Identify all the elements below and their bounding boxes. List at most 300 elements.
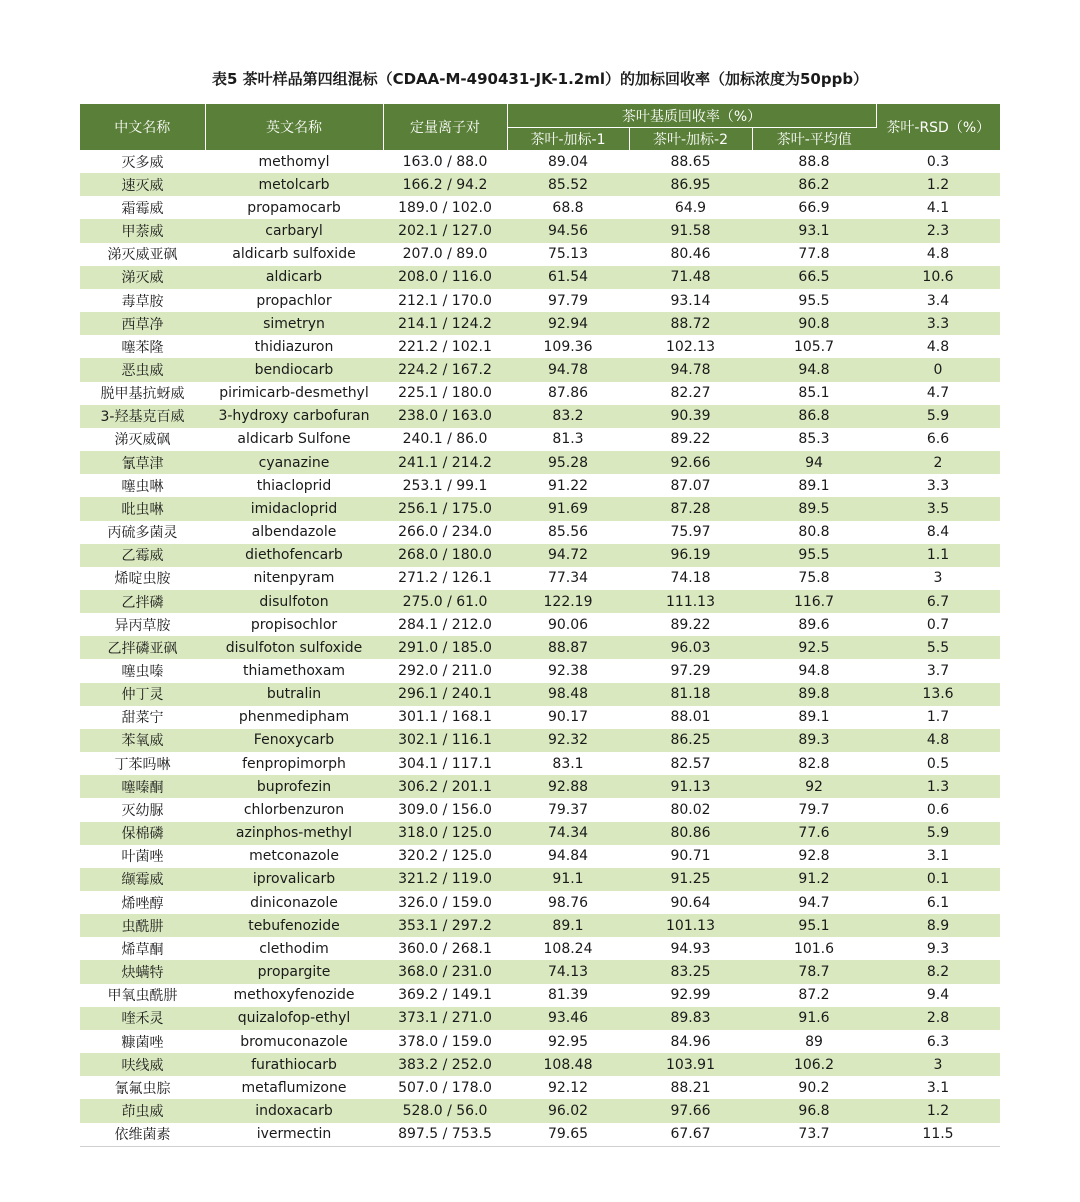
ion-pair-cell: 304.1 / 117.1 <box>383 752 507 775</box>
cn-name-cell: 西草净 <box>80 312 205 335</box>
spike-2-cell: 101.13 <box>629 914 752 937</box>
cn-name-cell: 乙拌磷 <box>80 590 205 613</box>
ion-pair-cell: 212.1 / 170.0 <box>383 289 507 312</box>
rsd-cell: 3.3 <box>876 474 1000 497</box>
en-name-cell: propamocarb <box>205 196 383 219</box>
table-row <box>80 636 1000 659</box>
header-ion-pair: 定量离子对 <box>383 104 507 150</box>
spike-2-cell: 80.86 <box>629 822 752 845</box>
en-name-cell: fenpropimorph <box>205 752 383 775</box>
table-header <box>80 104 1000 150</box>
ion-pair-cell: 296.1 / 240.1 <box>383 683 507 706</box>
en-name-cell: iprovalicarb <box>205 868 383 891</box>
rsd-cell: 0.1 <box>876 868 1000 891</box>
table-row <box>80 451 1000 474</box>
table-row <box>80 960 1000 983</box>
table-row <box>80 590 1000 613</box>
en-name-cell: furathiocarb <box>205 1053 383 1076</box>
cn-name-cell: 茚虫威 <box>80 1099 205 1122</box>
spike-1-cell: 89.04 <box>507 150 629 173</box>
spike-2-cell: 89.83 <box>629 1007 752 1030</box>
spike-1-cell: 94.84 <box>507 845 629 868</box>
spike-2-cell: 84.96 <box>629 1030 752 1053</box>
average-cell: 89.3 <box>752 729 876 752</box>
average-cell: 92 <box>752 775 876 798</box>
ion-pair-cell: 528.0 / 56.0 <box>383 1099 507 1122</box>
spike-1-cell: 93.46 <box>507 1007 629 1030</box>
en-name-cell: 3-hydroxy carbofuran <box>205 405 383 428</box>
ion-pair-cell: 207.0 / 89.0 <box>383 243 507 266</box>
table-row <box>80 729 1000 752</box>
rsd-cell: 1.2 <box>876 1099 1000 1122</box>
cn-name-cell: 依维菌素 <box>80 1123 205 1147</box>
ion-pair-cell: 268.0 / 180.0 <box>383 544 507 567</box>
table-row <box>80 497 1000 520</box>
ion-pair-cell: 202.1 / 127.0 <box>383 219 507 242</box>
en-name-cell: metaflumizone <box>205 1076 383 1099</box>
spike-2-cell: 91.25 <box>629 868 752 891</box>
en-name-cell: diethofencarb <box>205 544 383 567</box>
en-name-cell: aldicarb Sulfone <box>205 428 383 451</box>
spike-1-cell: 79.37 <box>507 798 629 821</box>
cn-name-cell: 甲氧虫酰肼 <box>80 984 205 1007</box>
rsd-cell: 3.4 <box>876 289 1000 312</box>
spike-1-cell: 81.39 <box>507 984 629 1007</box>
spike-1-cell: 85.56 <box>507 521 629 544</box>
spike-2-cell: 64.9 <box>629 196 752 219</box>
spike-1-cell: 89.1 <box>507 914 629 937</box>
en-name-cell: propachlor <box>205 289 383 312</box>
table-body <box>80 150 1000 1146</box>
ion-pair-cell: 291.0 / 185.0 <box>383 636 507 659</box>
ion-pair-cell: 360.0 / 268.1 <box>383 937 507 960</box>
spike-2-cell: 67.67 <box>629 1123 752 1147</box>
cn-name-cell: 灭多威 <box>80 150 205 173</box>
ion-pair-cell: 221.2 / 102.1 <box>383 335 507 358</box>
table-row <box>80 312 1000 335</box>
table-row <box>80 335 1000 358</box>
cn-name-cell: 仲丁灵 <box>80 683 205 706</box>
average-cell: 89.6 <box>752 613 876 636</box>
rsd-cell: 5.9 <box>876 405 1000 428</box>
spike-2-cell: 97.66 <box>629 1099 752 1122</box>
rsd-cell: 3 <box>876 567 1000 590</box>
average-cell: 92.8 <box>752 845 876 868</box>
spike-1-cell: 74.34 <box>507 822 629 845</box>
ion-pair-cell: 321.2 / 119.0 <box>383 868 507 891</box>
table-row <box>80 382 1000 405</box>
cn-name-cell: 速灭威 <box>80 173 205 196</box>
rsd-cell: 2.3 <box>876 219 1000 242</box>
rsd-cell: 8.9 <box>876 914 1000 937</box>
spike-2-cell: 90.39 <box>629 405 752 428</box>
spike-1-cell: 91.22 <box>507 474 629 497</box>
rsd-cell: 1.3 <box>876 775 1000 798</box>
en-name-cell: cyanazine <box>205 451 383 474</box>
rsd-cell: 1.2 <box>876 173 1000 196</box>
spike-2-cell: 102.13 <box>629 335 752 358</box>
en-name-cell: butralin <box>205 683 383 706</box>
header-spike-2: 茶叶-加标-2 <box>629 128 752 151</box>
spike-1-cell: 94.78 <box>507 358 629 381</box>
spike-1-cell: 97.79 <box>507 289 629 312</box>
spike-2-cell: 82.27 <box>629 382 752 405</box>
spike-2-cell: 75.97 <box>629 521 752 544</box>
en-name-cell: phenmedipham <box>205 706 383 729</box>
cn-name-cell: 甜菜宁 <box>80 706 205 729</box>
table-row <box>80 752 1000 775</box>
average-cell: 88.8 <box>752 150 876 173</box>
average-cell: 85.3 <box>752 428 876 451</box>
spike-1-cell: 85.52 <box>507 173 629 196</box>
cn-name-cell: 噻虫嗪 <box>80 659 205 682</box>
spike-2-cell: 90.71 <box>629 845 752 868</box>
rsd-cell: 4.7 <box>876 382 1000 405</box>
average-cell: 95.1 <box>752 914 876 937</box>
average-cell: 89.5 <box>752 497 876 520</box>
table-row <box>80 150 1000 173</box>
ion-pair-cell: 507.0 / 178.0 <box>383 1076 507 1099</box>
average-cell: 106.2 <box>752 1053 876 1076</box>
spike-2-cell: 83.25 <box>629 960 752 983</box>
ion-pair-cell: 368.0 / 231.0 <box>383 960 507 983</box>
table-row <box>80 1053 1000 1076</box>
cn-name-cell: 毒草胺 <box>80 289 205 312</box>
average-cell: 86.8 <box>752 405 876 428</box>
spike-2-cell: 91.58 <box>629 219 752 242</box>
spike-2-cell: 71.48 <box>629 266 752 289</box>
spike-1-cell: 91.1 <box>507 868 629 891</box>
en-name-cell: quizalofop-ethyl <box>205 1007 383 1030</box>
ion-pair-cell: 378.0 / 159.0 <box>383 1030 507 1053</box>
en-name-cell: aldicarb <box>205 266 383 289</box>
spike-1-cell: 92.38 <box>507 659 629 682</box>
en-name-cell: azinphos-methyl <box>205 822 383 845</box>
cn-name-cell: 脱甲基抗蚜威 <box>80 382 205 405</box>
spike-2-cell: 94.93 <box>629 937 752 960</box>
cn-name-cell: 叶菌唑 <box>80 845 205 868</box>
en-name-cell: Fenoxycarb <box>205 729 383 752</box>
ion-pair-cell: 271.2 / 126.1 <box>383 567 507 590</box>
rsd-cell: 11.5 <box>876 1123 1000 1147</box>
en-name-cell: nitenpyram <box>205 567 383 590</box>
average-cell: 89 <box>752 1030 876 1053</box>
rsd-cell: 3 <box>876 1053 1000 1076</box>
spike-1-cell: 98.48 <box>507 683 629 706</box>
spike-2-cell: 89.22 <box>629 613 752 636</box>
spike-1-cell: 77.34 <box>507 567 629 590</box>
en-name-cell: thidiazuron <box>205 335 383 358</box>
spike-2-cell: 88.65 <box>629 150 752 173</box>
table-row <box>80 822 1000 845</box>
cn-name-cell: 噻虫啉 <box>80 474 205 497</box>
average-cell: 92.5 <box>752 636 876 659</box>
ion-pair-cell: 306.2 / 201.1 <box>383 775 507 798</box>
spike-2-cell: 103.91 <box>629 1053 752 1076</box>
en-name-cell: simetryn <box>205 312 383 335</box>
rsd-cell: 3.1 <box>876 845 1000 868</box>
ion-pair-cell: 309.0 / 156.0 <box>383 798 507 821</box>
average-cell: 86.2 <box>752 173 876 196</box>
average-cell: 91.2 <box>752 868 876 891</box>
rsd-cell: 3.5 <box>876 497 1000 520</box>
spike-1-cell: 91.69 <box>507 497 629 520</box>
ion-pair-cell: 241.1 / 214.2 <box>383 451 507 474</box>
rsd-cell: 6.1 <box>876 891 1000 914</box>
header-average: 茶叶-平均值 <box>752 128 876 151</box>
cn-name-cell: 乙拌磷亚砜 <box>80 636 205 659</box>
cn-name-cell: 乙霉威 <box>80 544 205 567</box>
table-row <box>80 937 1000 960</box>
ion-pair-cell: 897.5 / 753.5 <box>383 1123 507 1147</box>
spike-1-cell: 88.87 <box>507 636 629 659</box>
table-row <box>80 1076 1000 1099</box>
table-row <box>80 1007 1000 1030</box>
spike-1-cell: 94.72 <box>507 544 629 567</box>
average-cell: 91.6 <box>752 1007 876 1030</box>
en-name-cell: bromuconazole <box>205 1030 383 1053</box>
rsd-cell: 9.4 <box>876 984 1000 1007</box>
spike-2-cell: 88.72 <box>629 312 752 335</box>
ion-pair-cell: 275.0 / 61.0 <box>383 590 507 613</box>
rsd-cell: 3.7 <box>876 659 1000 682</box>
spike-2-cell: 90.64 <box>629 891 752 914</box>
ion-pair-cell: 266.0 / 234.0 <box>383 521 507 544</box>
recovery-table <box>80 104 1000 1147</box>
cn-name-cell: 氰氟虫腙 <box>80 1076 205 1099</box>
cn-name-cell: 烯唑醇 <box>80 891 205 914</box>
rsd-cell: 2.8 <box>876 1007 1000 1030</box>
average-cell: 94.8 <box>752 659 876 682</box>
rsd-cell: 1.1 <box>876 544 1000 567</box>
spike-1-cell: 79.65 <box>507 1123 629 1147</box>
en-name-cell: propisochlor <box>205 613 383 636</box>
table-row <box>80 984 1000 1007</box>
spike-2-cell: 94.78 <box>629 358 752 381</box>
spike-1-cell: 94.56 <box>507 219 629 242</box>
ion-pair-cell: 253.1 / 99.1 <box>383 474 507 497</box>
average-cell: 77.8 <box>752 243 876 266</box>
average-cell: 90.2 <box>752 1076 876 1099</box>
spike-2-cell: 86.25 <box>629 729 752 752</box>
spike-2-cell: 88.21 <box>629 1076 752 1099</box>
spike-2-cell: 91.13 <box>629 775 752 798</box>
ion-pair-cell: 302.1 / 116.1 <box>383 729 507 752</box>
header-cn-name: 中文名称 <box>80 104 205 150</box>
table-row <box>80 891 1000 914</box>
average-cell: 94.7 <box>752 891 876 914</box>
spike-2-cell: 87.28 <box>629 497 752 520</box>
rsd-cell: 10.6 <box>876 266 1000 289</box>
cn-name-cell: 缬霉威 <box>80 868 205 891</box>
average-cell: 116.7 <box>752 590 876 613</box>
table-row <box>80 1030 1000 1053</box>
spike-2-cell: 92.99 <box>629 984 752 1007</box>
spike-1-cell: 92.12 <box>507 1076 629 1099</box>
spike-1-cell: 96.02 <box>507 1099 629 1122</box>
average-cell: 87.2 <box>752 984 876 1007</box>
spike-2-cell: 96.19 <box>629 544 752 567</box>
cn-name-cell: 糠菌唑 <box>80 1030 205 1053</box>
spike-2-cell: 96.03 <box>629 636 752 659</box>
table-row <box>80 428 1000 451</box>
ion-pair-cell: 320.2 / 125.0 <box>383 845 507 868</box>
average-cell: 95.5 <box>752 289 876 312</box>
table-row <box>80 567 1000 590</box>
rsd-cell: 0.5 <box>876 752 1000 775</box>
ion-pair-cell: 383.2 / 252.0 <box>383 1053 507 1076</box>
table-row <box>80 798 1000 821</box>
cn-name-cell: 吡虫啉 <box>80 497 205 520</box>
cn-name-cell: 噻嗪酮 <box>80 775 205 798</box>
cn-name-cell: 异丙草胺 <box>80 613 205 636</box>
ion-pair-cell: 301.1 / 168.1 <box>383 706 507 729</box>
en-name-cell: disulfoton sulfoxide <box>205 636 383 659</box>
average-cell: 89.1 <box>752 474 876 497</box>
table-row <box>80 243 1000 266</box>
rsd-cell: 4.8 <box>876 335 1000 358</box>
en-name-cell: methoxyfenozide <box>205 984 383 1007</box>
spike-2-cell: 87.07 <box>629 474 752 497</box>
en-name-cell: aldicarb sulfoxide <box>205 243 383 266</box>
average-cell: 85.1 <box>752 382 876 405</box>
ion-pair-cell: 369.2 / 149.1 <box>383 984 507 1007</box>
rsd-cell: 0.6 <box>876 798 1000 821</box>
table-row <box>80 544 1000 567</box>
cn-name-cell: 呋线威 <box>80 1053 205 1076</box>
cn-name-cell: 涕灭威 <box>80 266 205 289</box>
ion-pair-cell: 166.2 / 94.2 <box>383 173 507 196</box>
cn-name-cell: 炔螨特 <box>80 960 205 983</box>
rsd-cell: 8.4 <box>876 521 1000 544</box>
average-cell: 94.8 <box>752 358 876 381</box>
average-cell: 80.8 <box>752 521 876 544</box>
cn-name-cell: 恶虫威 <box>80 358 205 381</box>
spike-1-cell: 90.06 <box>507 613 629 636</box>
average-cell: 77.6 <box>752 822 876 845</box>
spike-2-cell: 81.18 <box>629 683 752 706</box>
table-row <box>80 521 1000 544</box>
rsd-cell: 5.5 <box>876 636 1000 659</box>
en-name-cell: tebufenozide <box>205 914 383 937</box>
cn-name-cell: 涕灭威砜 <box>80 428 205 451</box>
spike-2-cell: 111.13 <box>629 590 752 613</box>
table-row <box>80 289 1000 312</box>
cn-name-cell: 3-羟基克百威 <box>80 405 205 428</box>
ion-pair-cell: 214.1 / 124.2 <box>383 312 507 335</box>
rsd-cell: 5.9 <box>876 822 1000 845</box>
cn-name-cell: 烯草酮 <box>80 937 205 960</box>
header-spike-1: 茶叶-加标-1 <box>507 128 629 151</box>
en-name-cell: thiamethoxam <box>205 659 383 682</box>
average-cell: 89.8 <box>752 683 876 706</box>
cn-name-cell: 霜霉威 <box>80 196 205 219</box>
table-row <box>80 474 1000 497</box>
average-cell: 66.5 <box>752 266 876 289</box>
cn-name-cell: 涕灭威亚砜 <box>80 243 205 266</box>
rsd-cell: 2 <box>876 451 1000 474</box>
average-cell: 89.1 <box>752 706 876 729</box>
table-row <box>80 196 1000 219</box>
ion-pair-cell: 292.0 / 211.0 <box>383 659 507 682</box>
cn-name-cell: 保棉磷 <box>80 822 205 845</box>
en-name-cell: albendazole <box>205 521 383 544</box>
spike-1-cell: 92.32 <box>507 729 629 752</box>
table-row <box>80 659 1000 682</box>
spike-1-cell: 92.94 <box>507 312 629 335</box>
ion-pair-cell: 224.2 / 167.2 <box>383 358 507 381</box>
spike-1-cell: 81.3 <box>507 428 629 451</box>
average-cell: 90.8 <box>752 312 876 335</box>
average-cell: 78.7 <box>752 960 876 983</box>
ion-pair-cell: 256.1 / 175.0 <box>383 497 507 520</box>
spike-1-cell: 109.36 <box>507 335 629 358</box>
en-name-cell: chlorbenzuron <box>205 798 383 821</box>
cn-name-cell: 喹禾灵 <box>80 1007 205 1030</box>
spike-1-cell: 92.88 <box>507 775 629 798</box>
rsd-cell: 9.3 <box>876 937 1000 960</box>
rsd-cell: 4.1 <box>876 196 1000 219</box>
spike-2-cell: 92.66 <box>629 451 752 474</box>
average-cell: 95.5 <box>752 544 876 567</box>
spike-2-cell: 89.22 <box>629 428 752 451</box>
spike-2-cell: 82.57 <box>629 752 752 775</box>
ion-pair-cell: 240.1 / 86.0 <box>383 428 507 451</box>
en-name-cell: clethodim <box>205 937 383 960</box>
ion-pair-cell: 373.1 / 271.0 <box>383 1007 507 1030</box>
average-cell: 93.1 <box>752 219 876 242</box>
cn-name-cell: 烯啶虫胺 <box>80 567 205 590</box>
average-cell: 94 <box>752 451 876 474</box>
en-name-cell: disulfoton <box>205 590 383 613</box>
ion-pair-cell: 163.0 / 88.0 <box>383 150 507 173</box>
spike-2-cell: 86.95 <box>629 173 752 196</box>
rsd-cell: 6.3 <box>876 1030 1000 1053</box>
en-name-cell: metolcarb <box>205 173 383 196</box>
en-name-cell: metconazole <box>205 845 383 868</box>
en-name-cell: bendiocarb <box>205 358 383 381</box>
table-row <box>80 775 1000 798</box>
spike-2-cell: 88.01 <box>629 706 752 729</box>
en-name-cell: ivermectin <box>205 1123 383 1147</box>
average-cell: 75.8 <box>752 567 876 590</box>
table-row <box>80 706 1000 729</box>
spike-1-cell: 90.17 <box>507 706 629 729</box>
spike-1-cell: 83.2 <box>507 405 629 428</box>
table-row <box>80 358 1000 381</box>
header-en-name: 英文名称 <box>205 104 383 150</box>
rsd-cell: 13.6 <box>876 683 1000 706</box>
ion-pair-cell: 189.0 / 102.0 <box>383 196 507 219</box>
ion-pair-cell: 318.0 / 125.0 <box>383 822 507 845</box>
table-row <box>80 173 1000 196</box>
table-title: 表5 茶叶样品第四组混标（CDAA-M-490431-JK-1.2ml）的加标回收率（加标浓度为50ppb） <box>211 70 869 88</box>
en-name-cell: imidacloprid <box>205 497 383 520</box>
ion-pair-cell: 326.0 / 159.0 <box>383 891 507 914</box>
rsd-cell: 3.3 <box>876 312 1000 335</box>
table-row <box>80 613 1000 636</box>
rsd-cell: 1.7 <box>876 706 1000 729</box>
rsd-cell: 4.8 <box>876 243 1000 266</box>
en-name-cell: thiacloprid <box>205 474 383 497</box>
spike-2-cell: 74.18 <box>629 567 752 590</box>
spike-2-cell: 97.29 <box>629 659 752 682</box>
spike-1-cell: 98.76 <box>507 891 629 914</box>
cn-name-cell: 氰草津 <box>80 451 205 474</box>
table-row <box>80 1123 1000 1147</box>
spike-2-cell: 80.46 <box>629 243 752 266</box>
spike-1-cell: 95.28 <box>507 451 629 474</box>
